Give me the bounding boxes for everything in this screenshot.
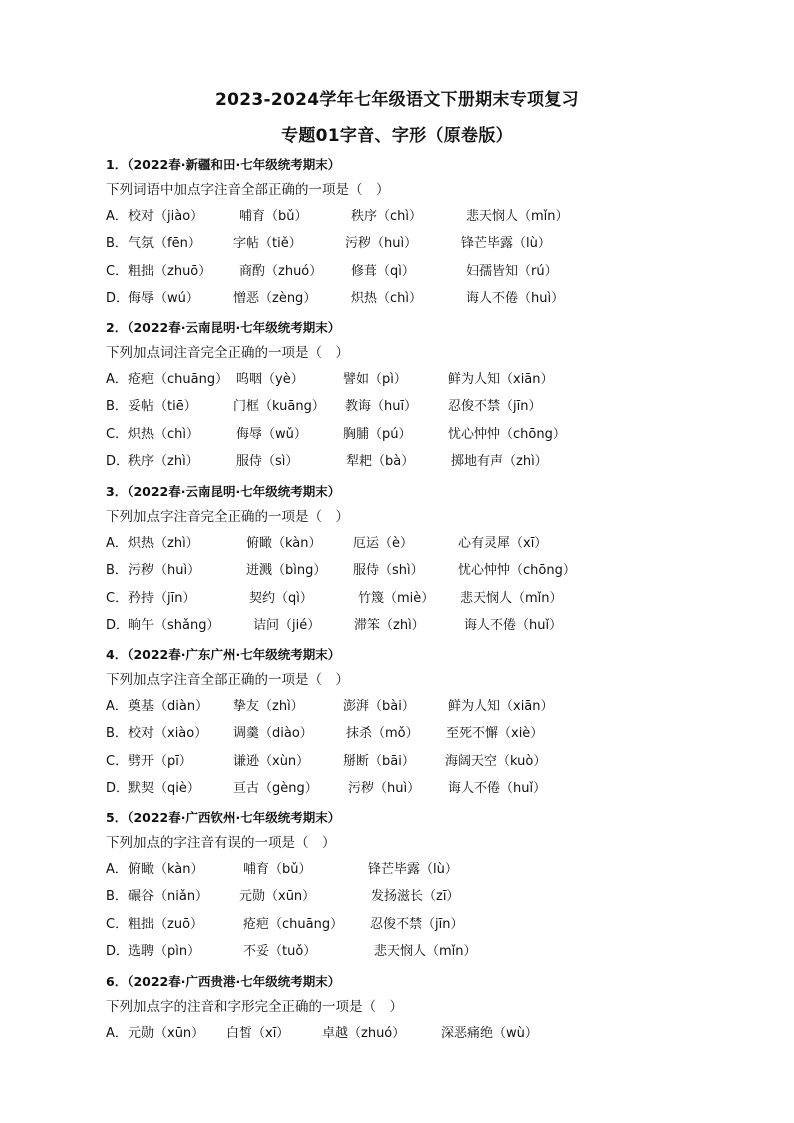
option-d [106,448,766,475]
option-d [106,938,766,965]
question-2 [106,316,766,475]
option-item: 卓越（zhuó） [322,1026,406,1041]
option-d [106,612,766,639]
option-item: 商酌（zhuó） [239,263,323,279]
option-a [106,203,766,230]
option-a [106,530,766,557]
option-label: B． [106,236,128,252]
question-stem: 下列加点字注音完全正确的一项是（ ） [106,509,349,525]
option-b [106,883,766,910]
option-item: 粗拙（zhuō） [128,263,212,279]
option-item: 亘古（gèng） [233,780,318,796]
option-item: 炽热（chì） [128,426,199,442]
option-item: 秩序（zhì） [128,453,199,469]
option-item: 契约（qì） [249,590,313,606]
option-item: 劈开（pī） [128,753,192,769]
option-label: C． [106,426,129,442]
question-5 [106,806,766,965]
option-item: 至死不懈（xiè） [446,726,544,742]
option-item: 忧心忡忡（chōng） [458,563,576,579]
option-label: D． [106,943,130,959]
option-item: 掰断（bāi） [343,753,415,769]
option-a [106,1020,766,1047]
option-item: 挚友（zhì） [233,699,304,714]
option-label: B． [106,726,128,742]
question-number: 6． [106,974,128,989]
option-item: 犁耙（bà） [346,453,415,469]
option-item: 鲜为人知（xiān） [448,372,554,387]
option-item: 选聘（pìn） [128,943,201,959]
option-a [106,366,766,393]
question-source: （2022春·广东广州·七年级统考期末） [127,647,341,662]
question-number: 3． [106,484,128,499]
option-d [106,775,766,802]
option-item: 哺育（bǔ） [243,862,312,877]
option-item: 污秽（huì） [348,780,421,796]
option-item: 忍俊不禁（jīn） [370,916,464,932]
option-item: 抹杀（mǒ） [346,726,419,742]
option-item: 呜咽（yè） [236,372,304,387]
option-a [106,856,766,883]
option-item: 污秽（huì） [345,236,418,252]
option-item: 海阔天空（kuò） [445,753,547,769]
option-item: 鲜为人知（xiān） [448,699,554,714]
question-3 [106,480,766,639]
option-item: 奠基（diàn） [128,699,209,714]
option-label: B． [106,889,128,905]
question-number: 2． [106,320,128,335]
option-item: 悲天悯人（mǐn） [460,590,563,606]
option-item: 炽热（chì） [351,290,422,306]
option-item: 修葺（qì） [351,263,415,279]
option-item: 诲人不倦（huì） [466,290,565,306]
option-label: C． [106,263,129,279]
option-label: D． [106,780,130,796]
option-item: 忍俊不禁（jīn） [448,399,542,415]
option-item: 校对（jiào） [128,209,204,224]
option-item: 憎恶（zèng） [233,290,317,306]
question-source: （2022春·广西钦州·七年级统考期末） [127,810,341,825]
option-item: 服侍（sì） [236,453,299,469]
question-stem: 下列加点字注音全部正确的一项是（ ） [106,672,349,688]
question-source: （2022春·新疆和田·七年级统考期末） [127,157,341,172]
option-item: 心有灵犀（xī） [458,536,548,551]
option-label: A． [106,209,128,224]
question-6 [106,970,766,1047]
option-c [106,585,766,612]
question-1 [106,153,766,312]
option-label: A． [106,699,128,714]
question-4 [106,643,766,802]
option-item: 侮辱（wú） [128,290,199,306]
option-label: C． [106,753,129,769]
option-item: 譬如（pì） [343,372,407,387]
option-item: 碾谷（niǎn） [128,889,209,905]
option-item: 锋芒毕露（lù） [461,236,551,252]
option-item: 发扬滋长（zī） [371,889,460,905]
option-item: 矜持（jīn） [128,590,196,606]
option-label: A． [106,862,128,877]
question-source: （2022春·云南昆明·七年级统考期末） [127,320,341,335]
option-b [106,557,766,584]
option-item: 掷地有声（zhì） [451,453,548,469]
option-label: A． [106,1026,128,1041]
option-item: 气氛（fēn） [128,236,201,252]
option-item: 疮疤（chuāng） [128,372,229,387]
option-item: 忧心忡忡（chōng） [448,426,566,442]
option-item: 污秽（huì） [128,563,201,579]
option-item: 俯瞰（kàn） [128,862,204,877]
option-label: D． [106,290,130,306]
question-number: 4． [106,647,128,662]
question-header [106,806,766,830]
option-item: 门框（kuāng） [233,399,325,415]
option-item: 诘问（jié） [253,617,321,633]
option-item: 诲人不倦（huǐ） [464,617,563,633]
option-b [106,720,766,747]
option-item: 迸溅（bìng） [246,563,327,579]
option-item: 校对（xiào） [128,726,208,742]
question-header [106,643,766,667]
question-header [106,153,766,177]
question-stem: 下列加点的字注音有误的一项是（ ） [106,835,336,851]
question-stem: 下列加点字的注音和字形完全正确的一项是（ ） [106,999,403,1015]
option-item: 侮辱（wǔ） [236,426,307,442]
option-item: 白皙（xī） [226,1026,290,1041]
option-item: 炽热（zhì） [128,536,199,551]
option-b [106,230,766,257]
option-a [106,693,766,720]
option-label: D． [106,453,130,469]
option-label: A． [106,372,128,387]
question-number: 5． [106,810,128,825]
option-label: B． [106,563,128,579]
question-number: 1． [106,157,128,172]
option-item: 深恶痛绝（wù） [441,1026,538,1041]
option-label: C． [106,916,129,932]
option-item: 字帖（tiě） [233,236,302,252]
option-item: 晌午（shǎng） [128,617,220,633]
option-item: 服侍（shì） [353,563,424,579]
question-source: （2022春·广西贵港·七年级统考期末） [127,974,341,989]
option-c [106,911,766,938]
option-item: 悲天悯人（mǐn） [466,209,569,224]
question-header [106,316,766,340]
option-b [106,393,766,420]
option-item: 滞笨（zhì） [354,617,425,633]
page-title: 2023-2024学年七年级语文下册期末专项复习 [215,90,579,110]
question-header [106,970,766,994]
option-label: B． [106,399,128,415]
option-item: 元勋（xūn） [239,889,316,905]
option-item: 澎湃（bài） [343,699,415,714]
option-c [106,748,766,775]
question-header [106,480,766,504]
option-label: C． [106,590,129,606]
option-item: 调羹（diào） [233,726,313,742]
option-item: 俯瞰（kàn） [246,536,322,551]
question-source: （2022春·云南昆明·七年级统考期末） [127,484,341,499]
option-c [106,421,766,448]
option-item: 秩序（chì） [351,209,422,224]
option-item: 默契（qiè） [128,780,200,796]
option-item: 诲人不倦（huǐ） [448,780,547,796]
option-d [106,285,766,312]
option-label: A． [106,536,128,551]
option-label: D． [106,617,130,633]
option-item: 元勋（xūn） [128,1026,205,1041]
option-item: 厄运（è） [353,536,413,551]
option-item: 不妥（tuǒ） [243,943,317,959]
option-item: 妇孺皆知（rú） [466,263,558,279]
option-item: 悲天悯人（mǐn） [374,943,477,959]
page-subtitle: 专题01字音、字形（原卷版） [281,126,513,146]
question-stem: 下列加点词注音完全正确的一项是（ ） [106,345,349,361]
question-stem: 下列词语中加点字注音全部正确的一项是（ ） [106,182,390,198]
option-item: 谦逊（xùn） [233,753,310,769]
option-item: 哺育（bǔ） [239,209,308,224]
option-item: 竹篾（miè） [358,590,435,606]
option-item: 疮疤（chuāng） [243,916,344,932]
option-item: 妥帖（tiē） [128,399,197,415]
option-c [106,258,766,285]
option-item: 教诲（huī） [345,399,418,415]
option-item: 粗拙（zuō） [128,916,204,932]
option-item: 锋芒毕露（lù） [368,862,458,877]
option-item: 胸脯（pú） [343,426,412,442]
